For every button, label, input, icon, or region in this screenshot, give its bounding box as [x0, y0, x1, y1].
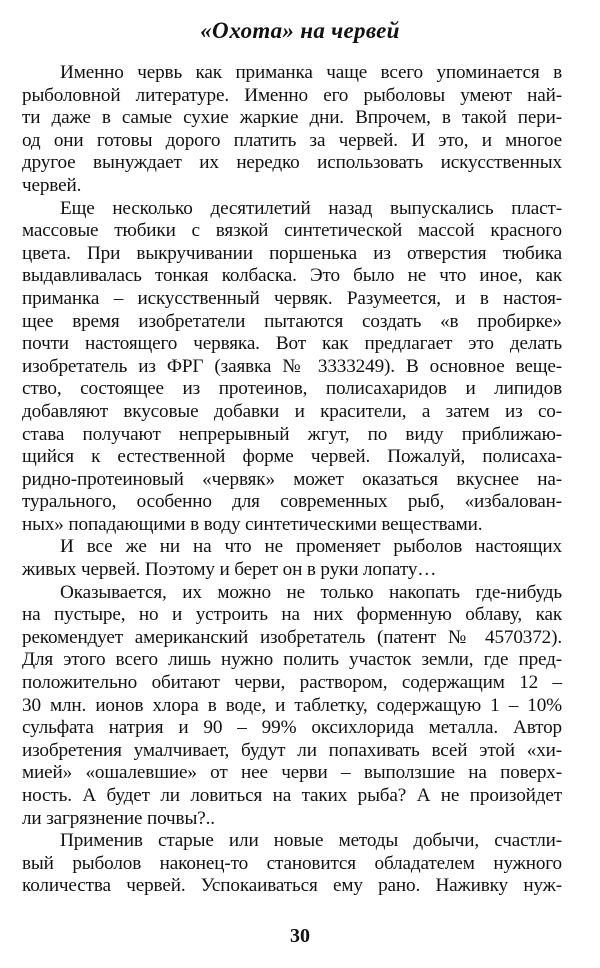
text-line: другое вынуждает их нередко использовать искусственных — [22, 152, 562, 174]
text-line: на пустыре, но и устроить на них форменную облаву, как — [22, 604, 562, 626]
paragraph — [22, 62, 562, 198]
text-line: 30 млн. ионов хлора в воде, и таблетку, содержащую 1 – 10% — [22, 694, 562, 716]
text-line: ли загрязнение почвы?.. — [22, 807, 215, 829]
text-line: И все же ни на что не променяет рыболов настоящих — [60, 536, 562, 558]
text-line: вый рыболов наконец-то становится обладателем нужного — [22, 852, 562, 874]
text-line: положительно обитают черви, раствором, содержащим 12 – — [22, 672, 562, 694]
text-line: Именно червь как приманка чаще всего упоминается в — [60, 62, 562, 83]
text-line: изобретатель из ФРГ (заявка № 3333249). В основное веще- — [22, 355, 562, 377]
page-number: 30 — [290, 925, 310, 947]
text-line: става получают непрерывный жгут, по виду приближаю- — [22, 423, 562, 445]
text-line: сульфата натрия и 90 – 99% оксихлорида металла. Автор — [22, 717, 562, 739]
text-line: червей. — [22, 174, 82, 196]
text-line: количества червей. Успокаиваться ему рано. Наживку нуж- — [22, 875, 562, 897]
text-line: щее время изобретатели пытаются создать «в пробирке» — [22, 310, 562, 332]
paragraph — [22, 582, 562, 831]
text-line: ность. А будет ли ловиться на таких рыба? А не произойдет — [22, 785, 562, 806]
text-body — [22, 62, 562, 898]
text-line: мией» «ошалевшие» от нее черви – выползшие на поверх- — [22, 762, 562, 784]
text-line: почти настоящего червяка. Вот как предлагает это делать — [22, 333, 562, 355]
text-line: ство, состоящее из протеинов, полисахаридов и липидов — [22, 378, 562, 400]
text-line: ти даже в самые сухие жаркие дни. Впрочем, в такой пери- — [22, 107, 562, 129]
text-line: Еще несколько десятилетий назад выпускались пласт- — [60, 197, 562, 219]
text-line: добавляют вкусовые добавки и красители, а затем из со- — [22, 400, 562, 422]
text-line: од они готовы дорого платить за червей. И это, и многое — [22, 129, 562, 151]
text-line: приманка – искусственный червяк. Разумеется, и в настоя- — [22, 287, 562, 309]
text-line: массовые тюбики с вязкой синтетической массой красного — [22, 220, 562, 242]
text-line: щийся к естественной форме червей. Пожалуй, полисаха- — [22, 446, 562, 468]
paragraph — [22, 536, 562, 581]
text-line: цвета. При выкручивании поршенька из отверстия тюбика — [22, 242, 562, 264]
text-line: живых червей. Поэтому и берет он в руки лопату… — [22, 559, 437, 581]
text-line: ных» попадающими в воду синтетическими веществами. — [22, 513, 483, 535]
text-line: Для этого всего лишь нужно полить участок земли, где пред- — [22, 649, 562, 671]
paragraph — [22, 830, 562, 898]
text-line: рыболовной литературе. Именно его рыболовы умеют най- — [22, 84, 562, 106]
text-line: выдавливалась тонкая колбаска. Это было не что иное, как — [22, 265, 562, 287]
text-line: Применив старые или новые методы добычи, счастли- — [60, 830, 562, 852]
text-line: изобретения умалчивает, будут ли попахивать всей этой «хи- — [22, 739, 562, 761]
text-line: турального, особенно для современных рыб, «избалован- — [22, 491, 562, 513]
page-title: «Охота» на червей — [200, 18, 400, 43]
text-line: рекомендует американский изобретатель (патент № 4570372). — [22, 626, 562, 648]
text-line: Оказывается, их можно не только накопать где-нибудь — [60, 581, 562, 603]
paragraph — [22, 198, 562, 537]
text-line: ридно-протеиновый «червяк» может оказаться вкуснее на- — [22, 468, 562, 490]
